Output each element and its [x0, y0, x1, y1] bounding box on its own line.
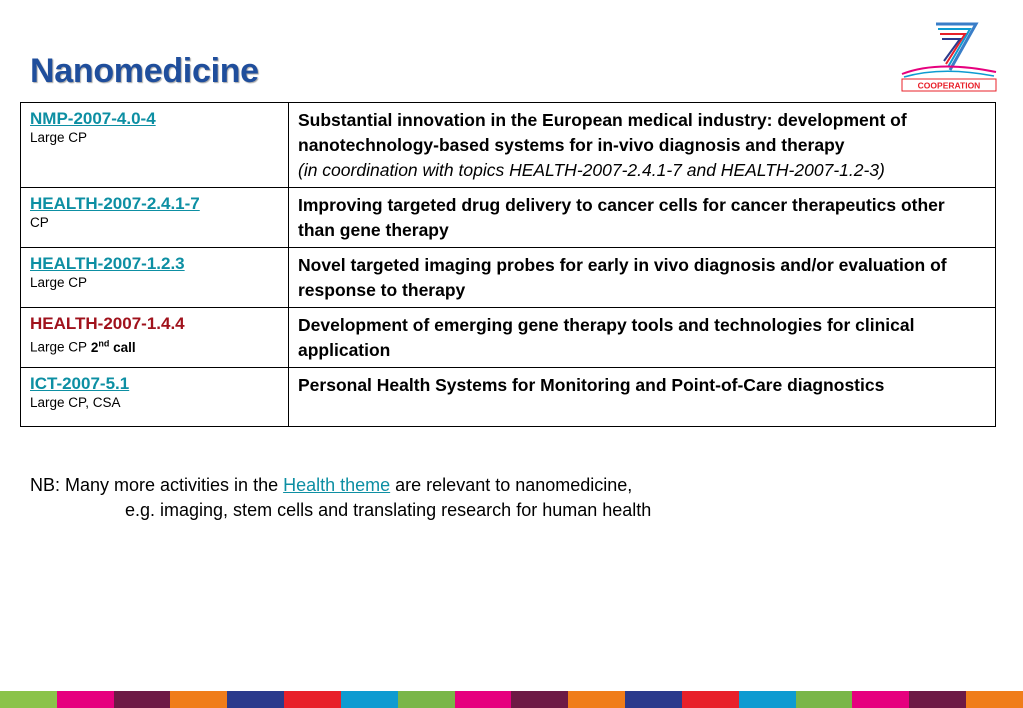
stripe-segment [227, 691, 284, 708]
table-row [21, 368, 996, 427]
stripe-segment [909, 691, 966, 708]
stripe-segment [739, 691, 796, 708]
stripe-segment [625, 691, 682, 708]
topic-type [30, 129, 279, 147]
stripe-segment [57, 691, 114, 708]
stripe-segment [852, 691, 909, 708]
table-row [21, 103, 996, 188]
fp7-cooperation-logo [898, 20, 1000, 94]
stripe-segment [398, 691, 455, 708]
table-row [21, 308, 996, 368]
topic-type [30, 214, 279, 232]
topic-description: Substantial innovation in the European medical industry: development of nanotechnology-based systems for in-vivo diagnosis and therapy [298, 110, 907, 155]
topic-type [30, 274, 279, 292]
stripe-segment [511, 691, 568, 708]
topic-description-cell [289, 248, 996, 308]
topic-code[interactable]: ICT-2007-5.1 [30, 374, 130, 393]
topic-code[interactable]: HEALTH-2007-1.2.3 [30, 254, 185, 273]
topics-table [20, 102, 996, 427]
stripe-segment [0, 691, 57, 708]
table-row [21, 248, 996, 308]
topic-code-cell [21, 248, 289, 308]
stripe-segment [796, 691, 853, 708]
nb-line2: e.g. imaging, stem cells and translating research for human health [125, 500, 652, 520]
call-label [87, 340, 136, 355]
nb-suffix: are relevant to nanomedicine, [390, 475, 633, 495]
fp7-seven-icon [902, 24, 996, 77]
health-theme-link[interactable]: Health theme [283, 475, 391, 495]
topic-code-cell [21, 188, 289, 248]
call-ordinal: nd [98, 338, 110, 348]
stripe-segment [682, 691, 739, 708]
topic-description: Personal Health Systems for Monitoring and Point-of-Care diagnostics [298, 375, 885, 395]
slide-title: Nanomedicine [30, 52, 259, 90]
topic-code-cell [21, 103, 289, 188]
topic-code-cell [21, 368, 289, 427]
nb-note [30, 473, 990, 523]
color-stripe-footer [0, 691, 1023, 708]
topic-description-cell [289, 103, 996, 188]
table-row [21, 188, 996, 248]
topic-description-cell [289, 368, 996, 427]
topic-code[interactable]: HEALTH-2007-2.4.1-7 [30, 194, 200, 213]
topic-code-cell [21, 308, 289, 368]
topic-description-cell [289, 308, 996, 368]
topic-note: (in coordination with topics HEALTH-2007-2.4.1-7 and HEALTH-2007-1.2-3) [298, 160, 885, 180]
logo-text: COOPERATION [917, 80, 981, 91]
topic-type-label: Large CP [30, 275, 88, 290]
stripe-segment [114, 691, 171, 708]
topic-type-label: Large CP [30, 339, 88, 355]
stripe-segment [170, 691, 227, 708]
topic-code[interactable]: NMP-2007-4.0-4 [30, 109, 156, 128]
stripe-segment [966, 691, 1023, 708]
topic-description: Novel targeted imaging probes for early in vivo diagnosis and/or evaluation of response to therapy [298, 255, 947, 300]
call-word: call [113, 339, 136, 355]
stripe-segment [568, 691, 625, 708]
topic-description: Improving targeted drug delivery to cancer cells for cancer therapeutics other than gene therapy [298, 195, 945, 240]
topic-type-label: Large CP, CSA [30, 395, 121, 410]
nb-prefix: NB: Many more activities in the [30, 475, 284, 495]
topic-description: Development of emerging gene therapy tools and technologies for clinical application [298, 315, 915, 360]
topic-type [30, 334, 279, 357]
stripe-segment [284, 691, 341, 708]
call-number: 2 [90, 339, 99, 355]
topic-code: HEALTH-2007-1.4.4 [30, 314, 185, 333]
topic-type [30, 394, 279, 412]
topic-type-label: CP [30, 215, 49, 230]
topic-description-cell [289, 188, 996, 248]
topic-type-label: Large CP [30, 130, 88, 145]
stripe-segment [455, 691, 512, 708]
stripe-segment [341, 691, 398, 708]
